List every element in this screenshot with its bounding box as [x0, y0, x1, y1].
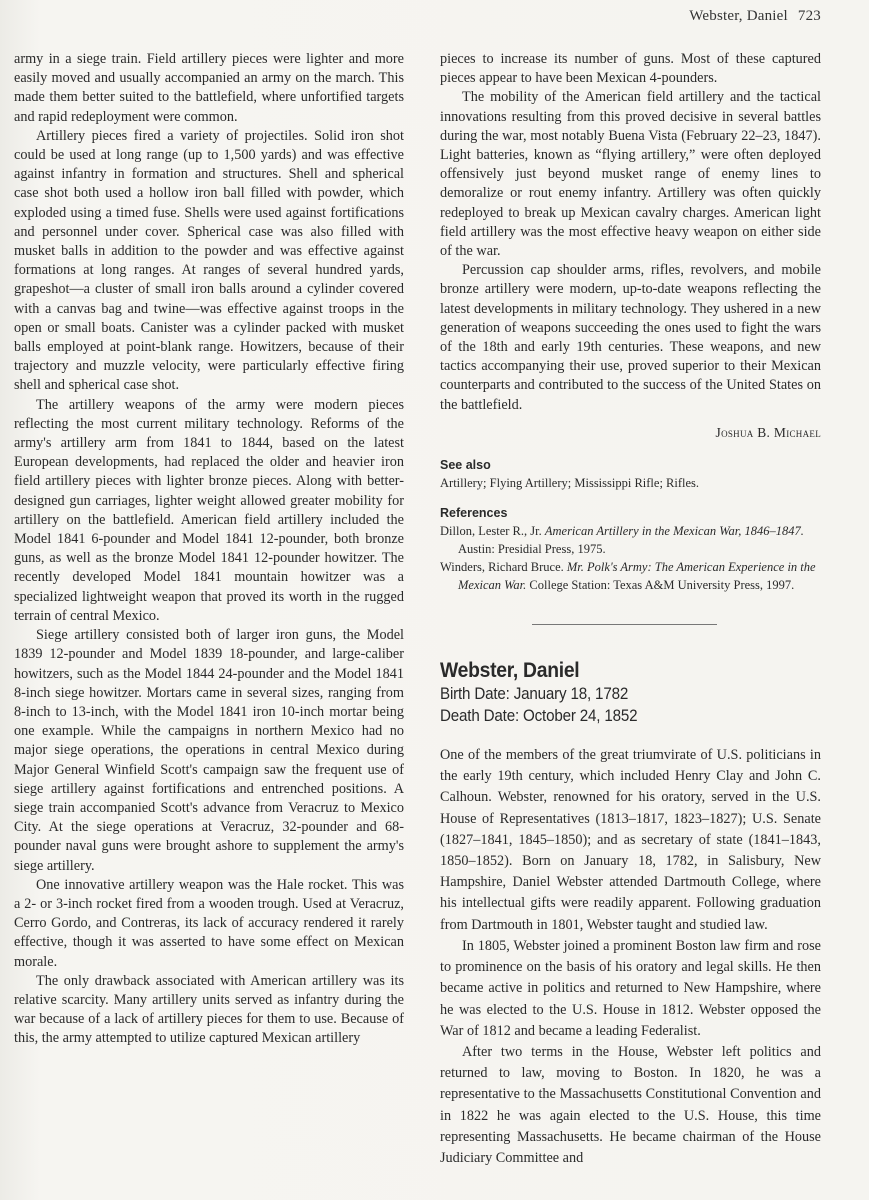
paragraph: In 1805, Webster joined a prominent Boston law firm and rose to prominence on the basis of his oratory and legal skills. He then became active in politics and returned to New Hampshire, where he was elected to the U.S. House in 1812. Webster opposed the War of 1812 and became a leading Federalist. [440, 937, 821, 1039]
paragraph: Siege artillery consisted both of larger iron guns, the Model 1839 12-pounder and Model 1839 18-pounder, and large-caliber howitzers, such as the Model 1844 24-pounder and the Model 1841 8-inch siege howitzer. Mortars came in several sizes, ranging from 8-inch to 13-inch, with the Model 1841 iron 10-inch mortar being one example. While the campaigns in northern Mexico had no major siege operations, the operations in central Mexico during Major General Winfield Scott's campaign saw the frequent use of siege artillery against fortifications and entrenched positions. A siege train accompanied Scott's advance from Veracruz to Mexico City. At the siege operations at Veracruz, 32-pounder and 68-pounder naval guns were brought ashore to supplement the army's siege artillery. [14, 627, 404, 874]
running-title: Webster, Daniel [689, 8, 788, 24]
paragraph: The mobility of the American field artillery and the tactical innovations resulting from this proved decisive in several battles during the war, most notably Buena Vista (February 22–23, 1847). Light batteries, known as “flying artillery,” were often deployed offensively just beyond musket range of enemy lines to demoralize or rout enemy infantry. Artillery was often quickly redeployed to break up Mexican cavalry charges. American light field artillery was the most effective heavy weapon on either side of the war. [440, 89, 821, 260]
reference-item [440, 558, 821, 594]
reference-publisher: Austin: Presidial Press, 1975. [458, 542, 606, 557]
references-heading: References [440, 506, 508, 521]
paragraph: One innovative artillery weapon was the Hale rocket. This was a 2- or 3-inch rocket fired from a wooden trough. Used at Veracruz, Cerro Gordo, and Contreras, its lack of accuracy rendered it rarely effective, though it was asserted to have some effect on Mexican morale. [14, 876, 404, 970]
paragraph: One of the members of the great triumvirate of U.S. politicians in the early 19th century, which included Henry Clay and John C. Calhoun. Webster, renowned for his oratory, served in the U.S. House of Representatives (1813–1817, 1823–1827); U.S. Senate (1827–1841, 1845–1850); and as secretary of state (1841–1843, 1850–1852). Born on January 18, 1782, in Salisbury, New Hampshire, Daniel Webster attended Dartmouth College, where his intellectual gifts were readily apparent. Following graduation from Dartmouth in 1801, Webster taught and studied law. [440, 747, 821, 933]
death-date: Death Date: October 24, 1852 [440, 707, 638, 726]
left-column [14, 50, 404, 1049]
reference-author: Winders, Richard Bruce. [440, 560, 567, 575]
right-column [440, 50, 821, 1169]
see-also-text: Artillery; Flying Artillery; Mississippi Rifle; Rifles. [440, 476, 700, 491]
reference-item [440, 522, 821, 558]
section-divider [532, 624, 717, 625]
paragraph: army in a siege train. Field artillery pieces were lighter and more easily moved and usually accompanied an army on the march. This made them better suited to the battlefield, where unfortified targets and rapid redeployment were common. [14, 51, 404, 125]
birth-date: Birth Date: January 18, 1782 [440, 685, 629, 704]
reference-title: American Artillery in the Mexican War, 1846–1847. [544, 524, 804, 539]
running-head [689, 8, 821, 25]
paragraph: Artillery pieces fired a variety of projectiles. Solid iron shot could be used at long range (up to 1,500 yards) and was effective against infantry in formation and structures. Shell and spherical case shot both used a hollow iron ball filled with powder, which exploded using a timed fuse. Shells were used against fortifications and personnel under cover. Spherical case was also filled with musket balls in addition to the powder and was effective against formations at long ranges. At ranges of several hundred yards, grapeshot—a cluster of small iron balls around a cylinder covered with a canvas bag and twine—was effective against troops in the open or small boats. Canister was a cylinder packed with musket balls employed at point-blank range. Howitzers, because of their trajectory and muzzle velocity, were particularly effective firing shell and spherical case shot. [14, 127, 404, 394]
author-signature: Joshua B. Michael [715, 424, 821, 440]
paragraph: The only drawback associated with American artillery was its relative scarcity. Many artillery units served as infantry during the war because of a lack of artillery pieces for them to use. Because of this, the army attempted to utilize captured Mexican artillery [14, 972, 404, 1047]
paragraph: pieces to increase its number of guns. Most of these captured pieces appear to have been Mexican 4-pounders. [440, 51, 821, 87]
entry-title: Webster, Daniel [440, 659, 580, 683]
see-also-heading: See also [440, 458, 491, 473]
reference-publisher: College Station: Texas A&M University Press, 1997. [526, 578, 795, 593]
reference-title: Mr. Polk's Army: The American Experience in the Mexican War. [458, 560, 816, 593]
reference-author: Dillon, Lester R., Jr. [440, 524, 545, 539]
paragraph: After two terms in the House, Webster left politics and returned to law, moving to Boston. In 1820, he was a representative to the Massachusetts Constitutional Convention and in 1822 he was again elected to the U.S. House, this time representing Massachusetts. He became chairman of the House Judiciary Committee and [440, 1043, 821, 1166]
paragraph: The artillery weapons of the army were modern pieces reflecting the most current military technology. Reforms of the army's artillery arm from 1841 to 1844, based on the latest European developments, had replaced the older and heavier iron field artillery pieces with lighter bronze pieces. Along with better-designed gun carriages, lighter weight allowed greater mobility for artillery on the battlefield. American field artillery included the Model 1841 6-pounder and Model 1841 12-pounder, both bronze guns, as well as the bronze Model 1841 12-pounder howitzer. The recently developed Model 1841 mountain howitzer was a specialized lightweight weapon that proved its worth in the rugged terrain of central Mexico. [14, 396, 404, 624]
paragraph: Percussion cap shoulder arms, rifles, revolvers, and mobile bronze artillery were modern, up-to-date weapons reflecting the latest developments in military technology. They ushered in a new generation of weapons succeeding the ones used to fight the wars of the 18th and early 19th centuries. These weapons, and new tactics accompanying their use, proved superior to their Mexican counterparts and contributed to the success of the United States on the battlefield. [440, 262, 821, 413]
page-number: 723 [797, 8, 821, 24]
entry-body [440, 745, 821, 1169]
